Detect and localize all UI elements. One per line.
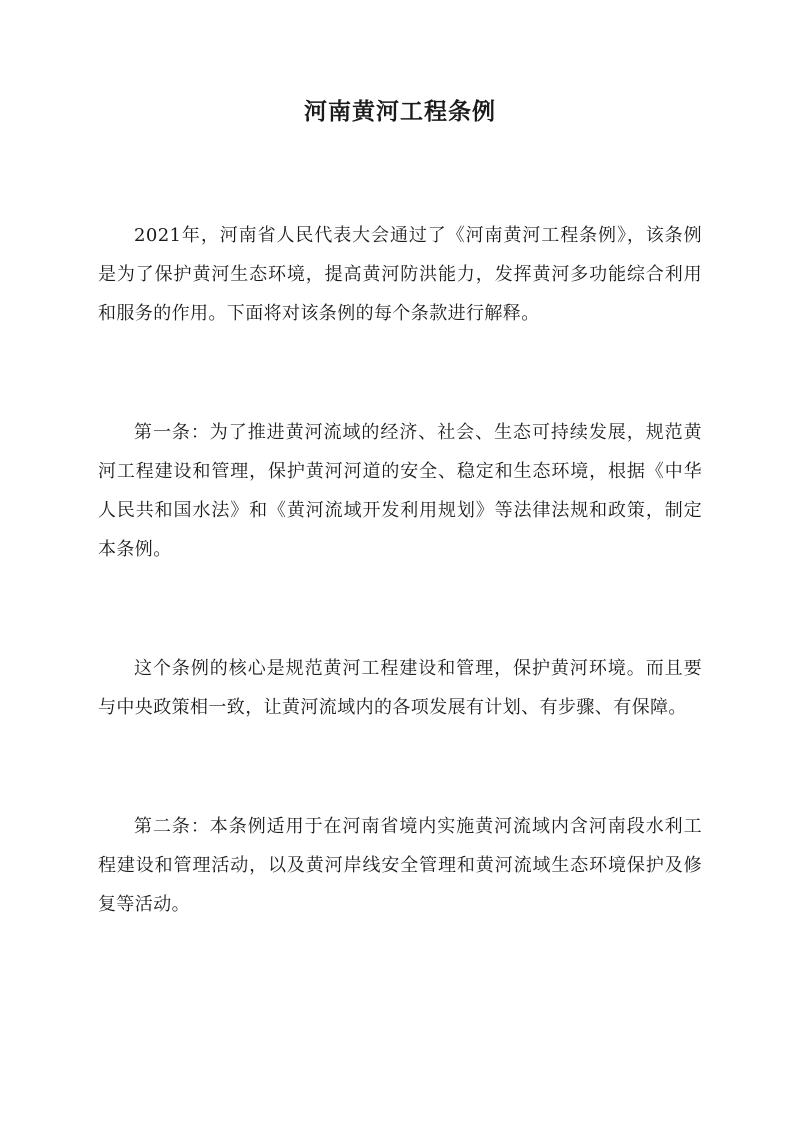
article-2-paragraph: 第二条：本条例适用于在河南省境内实施黄河流域内含河南段水利工程建设和管理活动，以及黄河岸线安全管理和黄河流域生态环境保护及修复等活动。 — [98, 816, 702, 915]
document-title: 河南黄河工程条例 — [304, 98, 496, 125]
article-1-paragraph: 第一条：为了推进黄河流域的经济、社会、生态可持续发展，规范黄河工程建设和管理，保护黄河河道的安全、稳定和生态环境，根据《中华人民共和国水法》和《黄河流域开发利用规划》等法律法规和政策，制定本条例。 — [98, 422, 702, 560]
article-1-explanation-paragraph: 这个条例的核心是规范黄河工程建设和管理，保护黄河环境。而且要与中央政策相一致，让黄河流域内的各项发展有计划、有步骤、有保障。 — [98, 658, 702, 718]
intro-paragraph: 2021年，河南省人民代表大会通过了《河南黄河工程条例》，该条例是为了保护黄河生态环境，提高黄河防洪能力，发挥黄河多功能综合利用和服务的作用。下面将对该条例的每个条款进行解释。 — [98, 225, 702, 324]
